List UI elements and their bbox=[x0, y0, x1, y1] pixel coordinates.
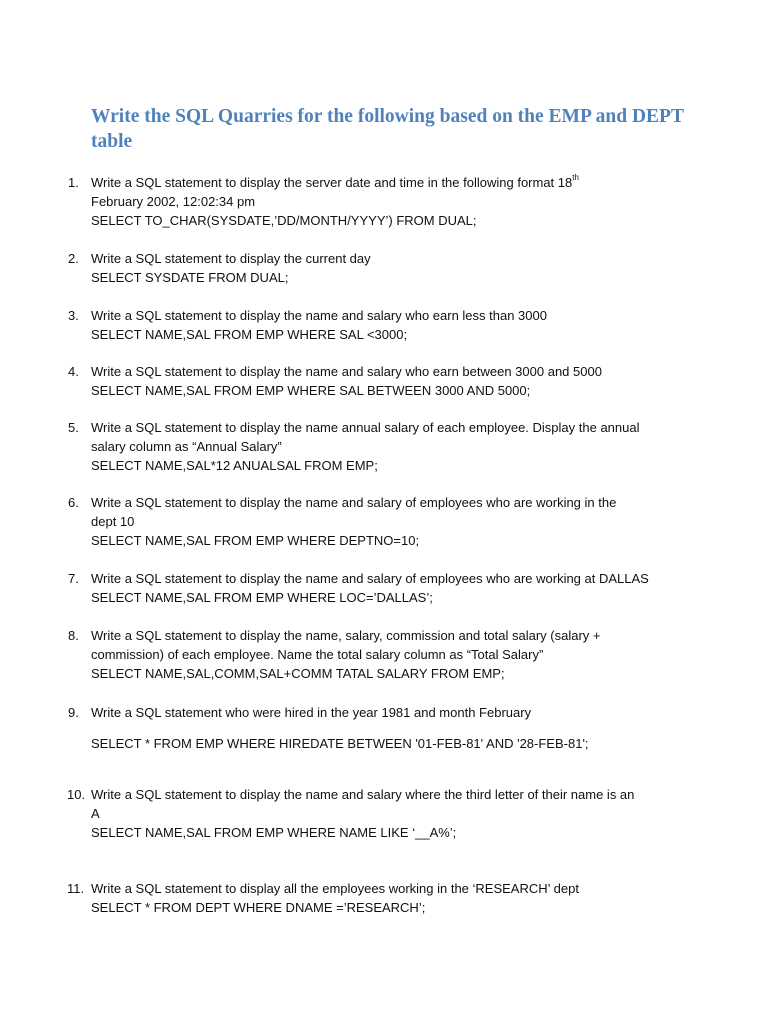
question-text-continued: February 2002, 12:02:34 pm bbox=[91, 194, 256, 209]
item-number: 4. bbox=[68, 364, 79, 379]
question-text: Write a SQL statement to display the current day bbox=[91, 251, 371, 266]
item-body bbox=[91, 362, 691, 400]
item-body bbox=[91, 173, 691, 230]
item-body bbox=[91, 703, 691, 753]
sql-answer: SELECT SYSDATE FROM DUAL; bbox=[91, 270, 289, 285]
item-body bbox=[91, 493, 691, 550]
item-number: 8. bbox=[68, 628, 79, 643]
item-body bbox=[91, 879, 691, 917]
question-text: Write a SQL statement to display all the employees working in the ‘RESEARCH’ dept bbox=[91, 881, 579, 896]
document-title: Write the SQL Quarries for the following based on the EMP and DEPT table bbox=[91, 106, 684, 152]
sql-answer: SELECT * FROM DEPT WHERE DNAME =’RESEARCH’; bbox=[91, 900, 426, 915]
question-text: Write a SQL statement to display the name annual salary of each employee. Display the annual bbox=[91, 420, 640, 435]
item-body bbox=[91, 418, 691, 475]
sql-answer: SELECT NAME,SAL FROM EMP WHERE LOC=’DALLAS’; bbox=[91, 590, 433, 605]
sql-answer: SELECT NAME,SAL FROM EMP WHERE NAME LIKE ‘__A%’; bbox=[91, 825, 457, 840]
item-number: 9. bbox=[68, 705, 79, 720]
question-text: Write a SQL statement to display the name and salary of employees who are working in the bbox=[91, 495, 617, 510]
question-text-continued: A bbox=[91, 806, 100, 821]
question-text: Write a SQL statement to display the name and salary where the third letter of their name is an bbox=[91, 787, 635, 802]
item-body bbox=[91, 306, 691, 344]
item-body bbox=[91, 626, 691, 683]
question-text: Write a SQL statement who were hired in the year 1981 and month February bbox=[91, 705, 532, 720]
sql-answer: SELECT NAME,SAL FROM EMP WHERE SAL <3000; bbox=[91, 327, 408, 342]
question-text: Write a SQL statement to display the name and salary who earn less than 3000 bbox=[91, 308, 547, 323]
item-number: 6. bbox=[68, 495, 79, 510]
item-number: 1. bbox=[68, 175, 79, 190]
item-number: 11. bbox=[67, 881, 85, 896]
question-text: Write a SQL statement to display the name, salary, commission and total salary (salary + bbox=[91, 628, 601, 643]
question-text-continued: dept 10 bbox=[91, 514, 135, 529]
sql-answer: SELECT NAME,SAL*12 ANUALSAL FROM EMP; bbox=[91, 458, 378, 473]
question-text: Write a SQL statement to display the name and salary of employees who are working at DALLAS bbox=[91, 571, 649, 586]
item-body bbox=[91, 785, 691, 842]
question-text bbox=[91, 173, 691, 192]
item-body bbox=[91, 569, 691, 607]
item-number: 2. bbox=[68, 251, 79, 266]
question-text: Write a SQL statement to display the name and salary who earn between 3000 and 5000 bbox=[91, 364, 602, 379]
question-text-continued: commission) of each employee. Name the total salary column as “Total Salary” bbox=[91, 647, 544, 662]
item-number: 10. bbox=[67, 787, 86, 802]
sql-answer: SELECT NAME,SAL,COMM,SAL+COMM TATAL SALARY FROM EMP; bbox=[91, 666, 505, 681]
item-number: 7. bbox=[68, 571, 79, 586]
question-text-continued: salary column as “Annual Salary” bbox=[91, 439, 282, 454]
question-text-part: Write a SQL statement to display the server date and time in the following format 18 bbox=[91, 175, 573, 190]
item-body bbox=[91, 249, 691, 287]
sql-answer: SELECT NAME,SAL FROM EMP WHERE DEPTNO=10; bbox=[91, 533, 420, 548]
sql-answer: SELECT * FROM EMP WHERE HIREDATE BETWEEN '01-FEB-81' AND '28-FEB-81'; bbox=[91, 736, 589, 751]
sql-answer: SELECT NAME,SAL FROM EMP WHERE SAL BETWEEN 3000 AND 5000; bbox=[91, 383, 531, 398]
sql-answer: SELECT TO_CHAR(SYSDATE,’DD/MONTH/YYYY’) FROM DUAL; bbox=[91, 213, 477, 228]
item-number: 3. bbox=[68, 308, 79, 323]
ordinal-superscript: th bbox=[572, 172, 579, 182]
item-number: 5. bbox=[68, 420, 79, 435]
